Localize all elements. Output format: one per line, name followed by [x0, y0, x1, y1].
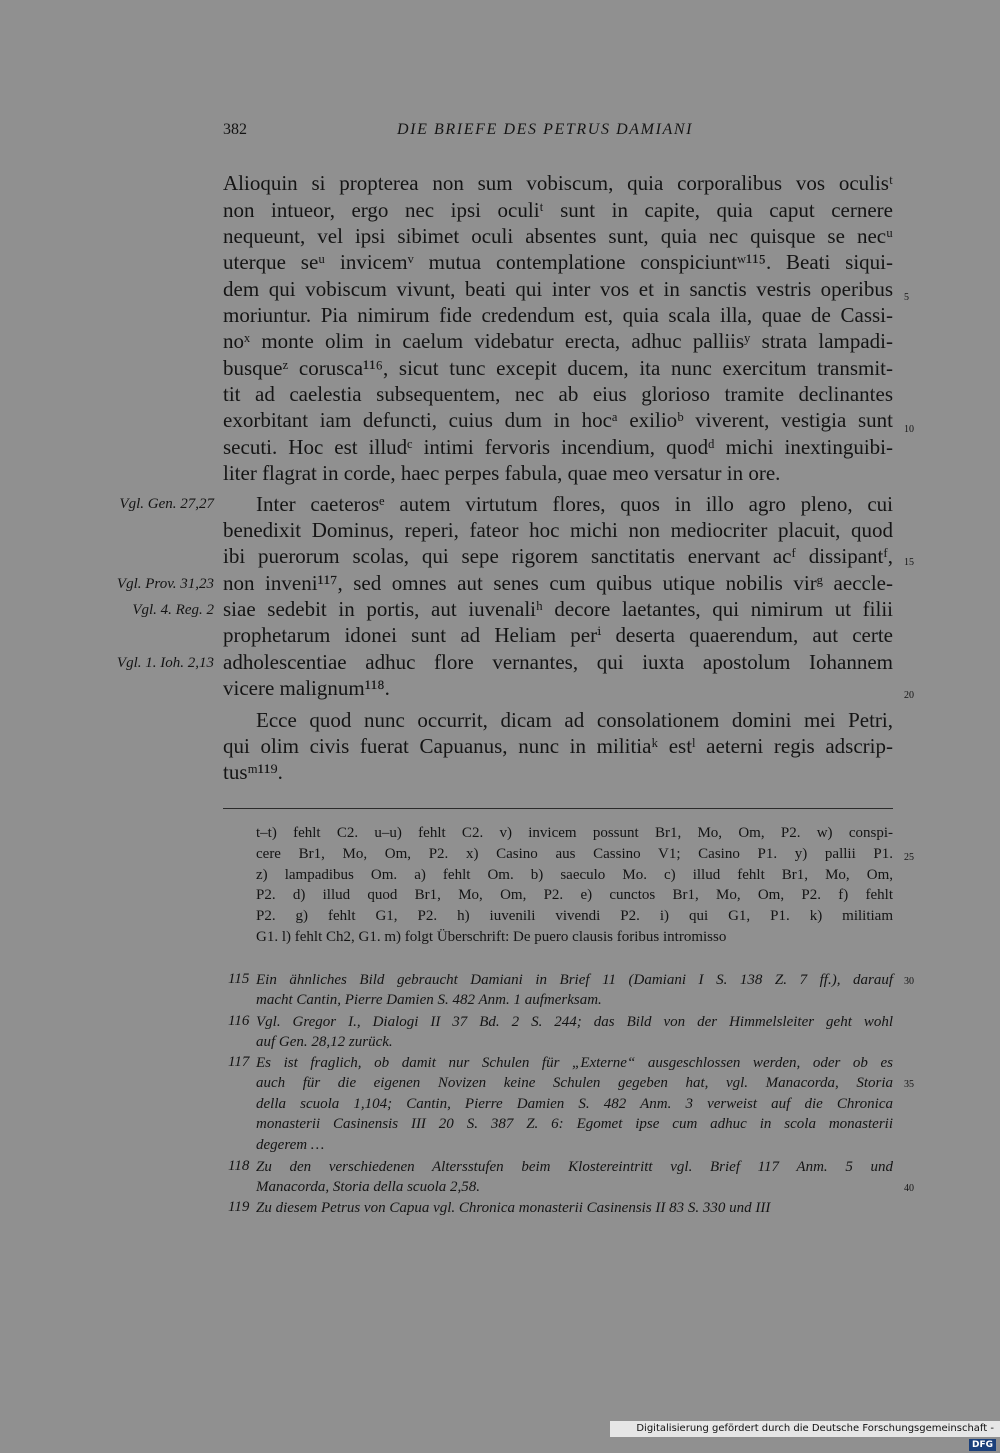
footnote-line: Zu diesem Petrus von Capua vgl. Chronica monasterii Casinensis II 83 S. 330 und III [256, 1200, 771, 1216]
dfg-logo-icon: DFG [969, 1439, 996, 1451]
footnote-line: monasterii Casinensis III 20 S. 387 Z. 6: Egomet ipse cum adhuc in scola monasterii [256, 1116, 893, 1132]
apparatus-line: t–t) fehlt C2. u–u) fehlt C2. v) invicem possunt Br1, Mo, Om, P2. w) conspi- [256, 825, 893, 841]
footnote-number: 118 [228, 1158, 250, 1174]
footnote-rule [223, 808, 893, 809]
body-line: exorbitant iam defuncti, cuius dum in hocᵃ exilioᵇ viverent, vestigia sunt [223, 408, 893, 432]
body-line: benedixit Dominus, reperi, fateor hoc michi non mediocriter placuit, quod [223, 518, 893, 542]
body-line: non intueor, ergo nec ipsi oculiᵗ sunt in capite, quia caput cernere [223, 198, 893, 222]
footnote-line: auch für die eigenen Novizen keine Schulen gegeben hat, vgl. Manacorda, Storia [256, 1075, 893, 1091]
footnote-line: Ein ähnliches Bild gebraucht Damiani in Brief 11 (Damiani I S. 138 Z. 7 ff.), darauf [256, 972, 893, 988]
body-line: tit ad caelestia subsequentem, nec ab eius glorioso tramite declinantes [223, 382, 893, 406]
footnote-number: 116 [228, 1013, 250, 1029]
body-line: ibi puerorum scolas, qui sepe rigorem sanctitatis enervant acᶠ dissipantᶠ, [223, 544, 893, 568]
footnote-line: Manacorda, Storia della scuola 2,58. [256, 1179, 481, 1195]
line-number: 5 [904, 292, 909, 303]
line-number: 40 [904, 1183, 914, 1194]
margin-reference: Vgl. Gen. 27,27 [119, 496, 214, 512]
apparatus-line: cere Br1, Mo, Om, P2. x) Casino aus Cassino V1; Casino P1. y) pallii P1. [256, 846, 893, 862]
funding-footer [610, 1421, 1000, 1450]
body-line: uterque seᵘ invicemᵛ mutua contemplatione conspiciuntʷ¹¹⁵. Beati siqui- [223, 250, 893, 274]
funding-text: Digitalisierung gefördert durch die Deutsche Forschungsgemeinschaft - [636, 1423, 994, 1434]
body-line: adholescentiae adhuc flore vernantes, qui iuxta apostolum Iohannem [223, 650, 893, 674]
body-line: prophetarum idonei sunt ad Heliam perⁱ deserta quaerendum, aut certe [223, 623, 893, 647]
body-line: tusᵐ¹¹⁹. [223, 760, 283, 784]
body-line: siae sedebit in portis, aut iuvenaliʰ decore laetantes, qui nimirum ut filii [223, 597, 893, 621]
margin-reference: Vgl. Prov. 31,23 [116, 576, 214, 592]
body-line: nequeunt, vel ipsi sibimet oculi absentes sunt, quia nec quisque se necᵘ [223, 224, 893, 248]
footnote-number: 119 [228, 1199, 250, 1215]
footnote-number: 115 [228, 971, 250, 987]
line-number: 30 [904, 976, 914, 987]
body-line: secuti. Hoc est illudᶜ intimi fervoris incendium, quodᵈ michi inextinguibi- [223, 435, 893, 459]
running-title: DIE BRIEFE DES PETRUS DAMIANI [397, 121, 694, 138]
margin-reference: Vgl. 1. Ioh. 2,13 [116, 655, 214, 671]
footnote-line: della scuola 1,104; Cantin, Pierre Damien S. 482 Anm. 3 verweist auf die Chronica [256, 1096, 893, 1112]
body-line: Alioquin si propterea non sum vobiscum, quia corporalibus vos oculisᵗ [223, 171, 893, 195]
footnote-line: degerem … [256, 1137, 325, 1153]
body-line: liter flagrat in corde, haec perpes fabula, quae meo versatur in ore. [223, 461, 781, 485]
body-line: qui olim civis fuerat Capuanus, nunc in militiaᵏ estˡ aeterni regis adscrip- [223, 734, 893, 758]
body-line: busqueᶻ corusca¹¹⁶, sicut tunc excepit ducem, ita nunc exercitum transmit- [223, 356, 893, 380]
body-line: non inveni¹¹⁷, sed omnes aut senes cum quibus utique nobilis virᵍ aeccle- [223, 571, 893, 595]
line-number: 35 [904, 1079, 914, 1090]
footnote-line: Vgl. Gregor I., Dialogi II 37 Bd. 2 S. 244; das Bild von der Himmelsleiter geht wohl [256, 1014, 893, 1030]
margin-reference: Vgl. 4. Reg. 2 [132, 602, 214, 618]
footnote-number: 117 [228, 1054, 250, 1070]
body-line: vicere malignum¹¹⁸. [223, 676, 390, 700]
body-line: dem qui vobiscum vivunt, beati qui inter vos et in sanctis vestris operibus [223, 277, 893, 301]
line-number: 15 [904, 557, 914, 568]
body-line: Ecce quod nunc occurrit, dicam ad consolationem domini mei Petri, [256, 708, 893, 732]
body-line: moriuntur. Pia nimirum fide credendum est, quia scala illa, quae de Cassi- [223, 303, 893, 327]
line-number: 10 [904, 424, 914, 435]
page-number: 382 [223, 121, 247, 138]
footnote-line: Es ist fraglich, ob damit nur Schulen für „Externe“ ausgeschlossen werden, oder ob es [256, 1055, 893, 1071]
line-number: 20 [904, 690, 914, 701]
footnote-line: macht Cantin, Pierre Damien S. 482 Anm. 1 aufmerksam. [256, 992, 602, 1008]
body-line: Inter caeterosᵉ autem virtutum flores, quos in illo agro pleno, cui [256, 492, 893, 516]
apparatus-line: z) lampadibus Om. a) fehlt Om. b) saeculo Mo. c) illud fehlt Br1, Mo, Om, [256, 867, 893, 883]
footnote-line: Zu den verschiedenen Altersstufen beim Klostereintritt vgl. Brief 117 Anm. 5 und [256, 1159, 893, 1175]
apparatus-line: P2. g) fehlt G1, P2. h) iuvenili vivendi P2. i) qui G1, P1. k) militiam [256, 908, 893, 924]
apparatus-line: G1. l) fehlt Ch2, G1. m) folgt Überschrift: De puero clausis foribus intromisso [256, 929, 727, 945]
body-line: noˣ monte olim in caelum videbatur erecta, adhuc palliisʸ strata lampadi- [223, 329, 893, 353]
apparatus-line: P2. d) illud quod Br1, Mo, Om, P2. e) cunctos Br1, Mo, Om, P2. f) fehlt [256, 887, 893, 903]
line-number: 25 [904, 852, 914, 863]
footnote-line: auf Gen. 28,12 zurück. [256, 1034, 393, 1050]
